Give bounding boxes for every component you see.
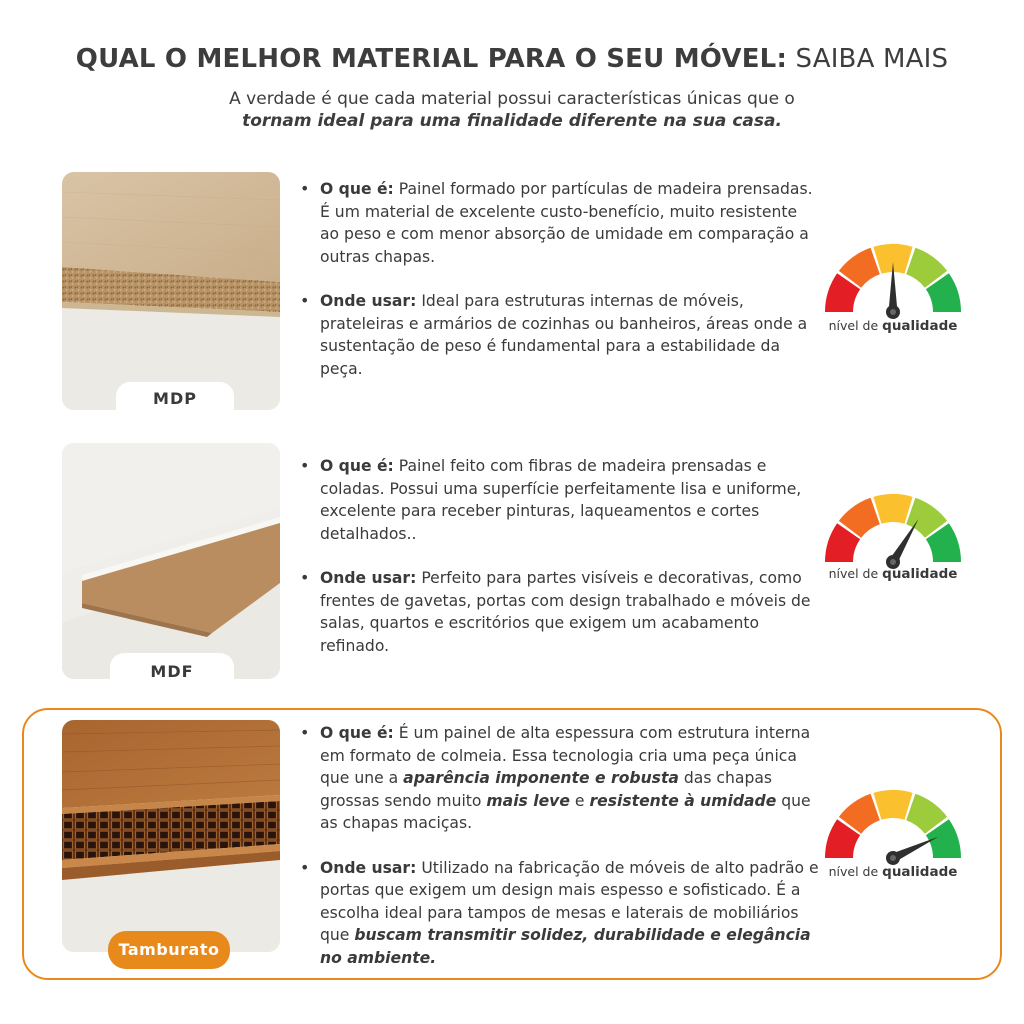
gauge-meter-icon bbox=[818, 490, 968, 570]
mdp-quality-gauge bbox=[818, 240, 968, 340]
mdp-where-key: Onde usar: bbox=[320, 292, 417, 310]
gauge-segment bbox=[873, 790, 912, 820]
gauge-meter-icon bbox=[818, 786, 968, 866]
tamburato-what-text-4: que as chapas maciças. bbox=[320, 791, 811, 832]
mdp-what-bullet bbox=[300, 178, 820, 268]
gauge-hub-center bbox=[890, 309, 896, 315]
title-bold: QUAL O MELHOR MATERIAL PARA O SEU MÓVEL: bbox=[75, 44, 788, 74]
tamburato-what-key: O que é: bbox=[320, 724, 394, 742]
gauge-caption: nível de qualidade bbox=[828, 864, 958, 880]
page-title bbox=[0, 44, 1024, 74]
mdf-what-text: Painel feito com fibras de madeira prensadas e coladas. Possui uma superfície perfeitamente lisa e uniforme, excelente para receber pinturas, laqueamentos e cortes detalhados.. bbox=[320, 457, 802, 543]
subtitle-line-1: A verdade é que cada material possui características únicas que o bbox=[229, 89, 795, 109]
tamburato-where-bullet bbox=[300, 857, 820, 970]
mdf-board-image bbox=[62, 443, 280, 679]
mdp-where-bullet bbox=[300, 290, 820, 380]
tamburato-what-text-3: e bbox=[569, 791, 590, 810]
tamburato-description bbox=[300, 722, 820, 969]
mdf-where-key: Onde usar: bbox=[320, 569, 417, 587]
gauge-caption: nível de qualidade bbox=[828, 318, 958, 334]
mdf-what-bullet bbox=[300, 455, 820, 545]
mdp-what-text: Painel formado por partículas de madeira prensadas. É um material de excelente custo-benefício, muito resistente ao peso e com menor absorção de umidade em comparação a outras chapas. bbox=[320, 180, 813, 266]
page-subtitle bbox=[0, 88, 1024, 132]
mdf-where-bullet bbox=[300, 567, 820, 657]
gauge-caption: nível de qualidade bbox=[828, 566, 958, 582]
gauge-meter-icon bbox=[818, 240, 968, 320]
mdp-board-image bbox=[62, 172, 280, 410]
mdf-where-text: Perfeito para partes visíveis e decorativas, como frentes de gavetas, portas com design trabalhado e móveis de salas, quartos e escritórios que exigem um acabamento refinado. bbox=[320, 569, 811, 655]
mdp-description bbox=[300, 178, 820, 380]
tamburato-quality-gauge bbox=[818, 786, 968, 886]
subtitle-line-2: tornam ideal para uma finalidade diferente na sua casa. bbox=[242, 111, 782, 131]
tamburato-what-highlight-3: resistente à umidade bbox=[589, 791, 777, 810]
tamburato-where-highlight-1: buscam transmitir solidez, durabilidade e elegância no ambiente. bbox=[320, 926, 811, 967]
mdp-where-text: Ideal para estruturas internas de móveis, prateleiras e armários de cozinhas ou banheiros, áreas onde a sustentação de peso é fundamental para a estabilidade da peça. bbox=[320, 292, 808, 378]
tamburato-where-text-1: Utilizado na fabricação de móveis de alto padrão e portas que exigem um design mais espesso e sofisticado. É a escolha ideal para tampos de mesas e laterais de mobiliários que bbox=[320, 858, 819, 944]
tamburato-where-key: Onde usar: bbox=[320, 858, 417, 877]
tamburato-label: Tamburato bbox=[108, 931, 230, 969]
mdf-label: MDF bbox=[110, 653, 234, 683]
mdp-what-key: O que é: bbox=[320, 180, 394, 198]
mdf-description bbox=[300, 455, 820, 657]
title-thin: SAIBA MAIS bbox=[795, 44, 949, 74]
tamburato-what-text-1: É um painel de alta espessura com estrutura interna em formato de colmeia. Essa tecnologia cria uma peça única que une a bbox=[320, 724, 811, 787]
gauge-hub-center bbox=[890, 855, 896, 861]
gauge-hub-center bbox=[890, 559, 896, 565]
tamburato-board-image bbox=[62, 720, 280, 952]
tamburato-what-highlight-2: mais leve bbox=[486, 791, 570, 810]
mdf-what-key: O que é: bbox=[320, 457, 394, 475]
mdp-label: MDP bbox=[116, 382, 234, 412]
tamburato-what-bullet bbox=[300, 722, 820, 835]
tamburato-what-highlight-1: aparência imponente e robusta bbox=[403, 769, 679, 787]
tamburato-what-text-2: das chapas grossas sendo muito bbox=[320, 769, 773, 810]
mdf-quality-gauge bbox=[818, 490, 968, 590]
gauge-segment bbox=[873, 494, 912, 524]
